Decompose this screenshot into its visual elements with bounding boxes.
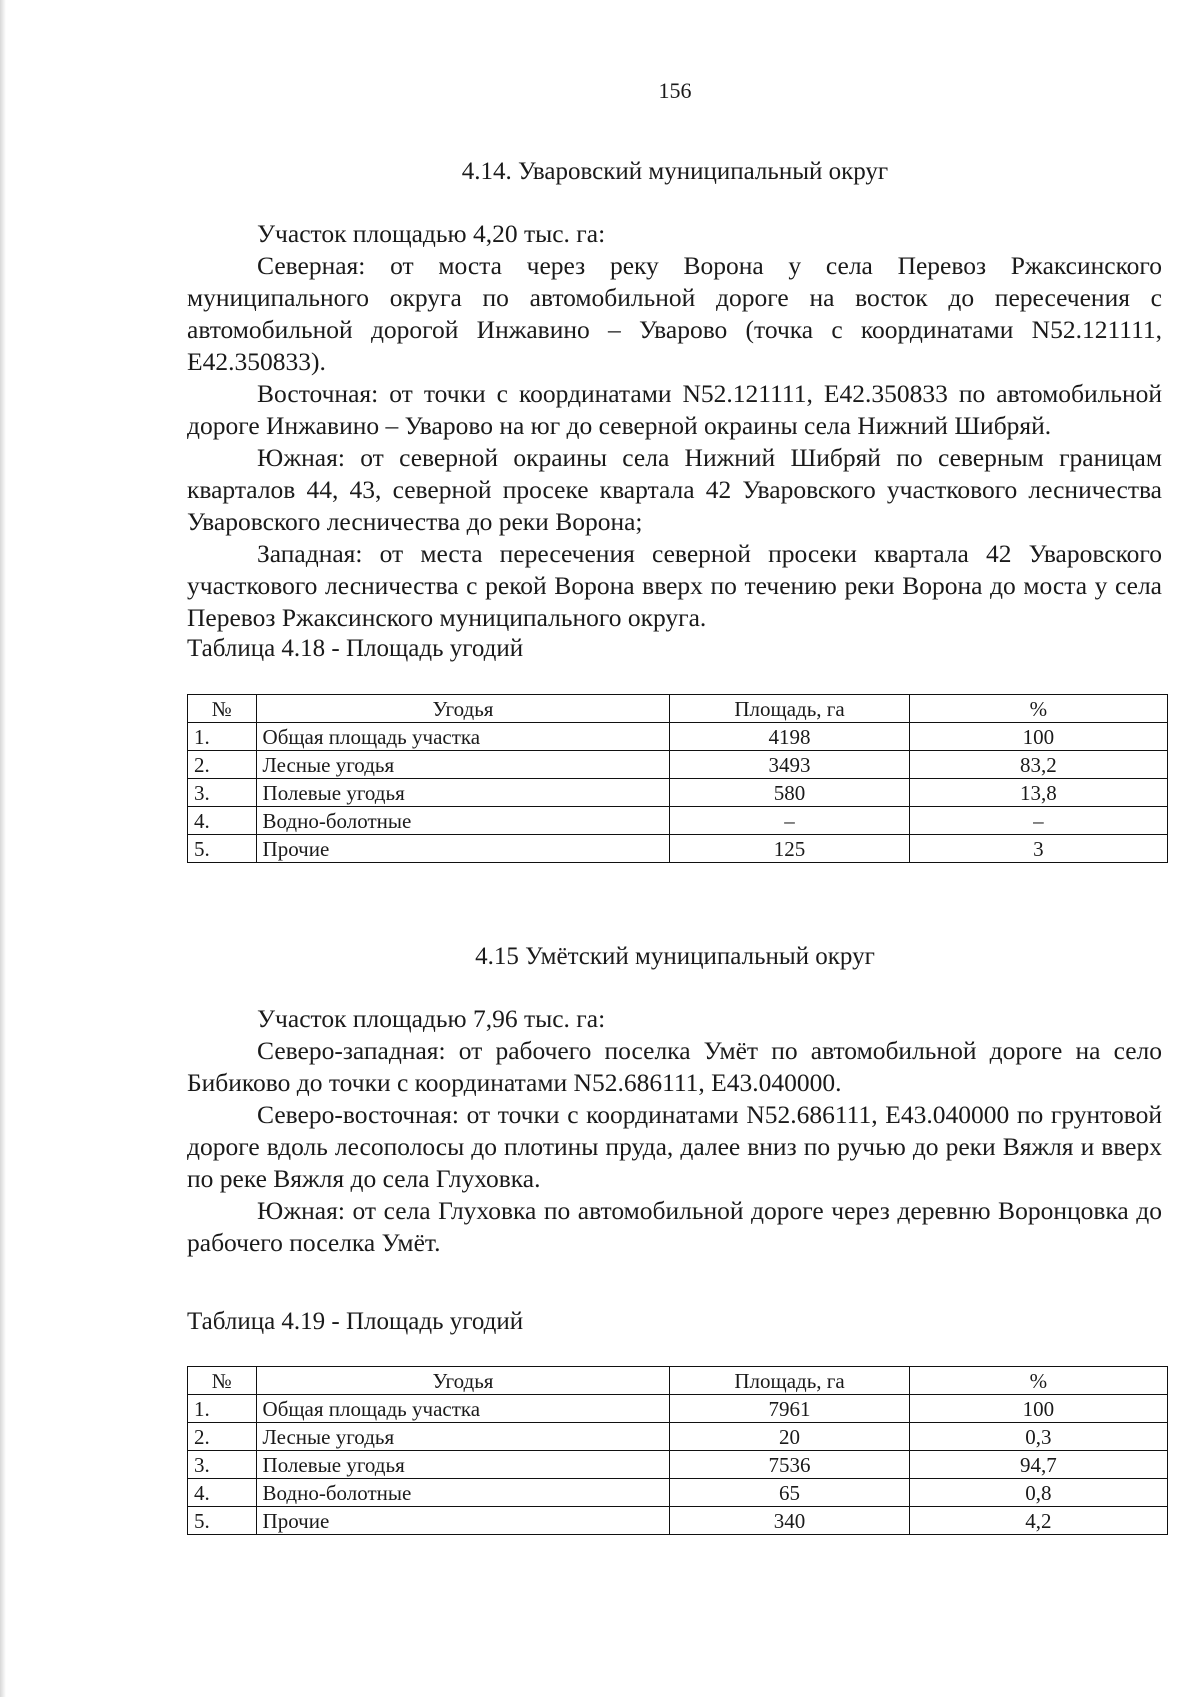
- section-4-15-body: [187, 1003, 1162, 1259]
- row-area: 7536: [670, 1451, 909, 1479]
- row-land-type: Водно-болотные: [256, 807, 670, 835]
- section-4-14-body: [187, 218, 1162, 634]
- south-boundary-text: Южная: от села Глуховка по автомобильной дороге через деревню Воронцовка до рабочего поселка Умёт.: [187, 1196, 1162, 1257]
- header-number: №: [188, 1367, 257, 1395]
- row-number: 4.: [188, 1479, 257, 1507]
- plot-area-text: Участок площадью 4,20 тыс. га:: [257, 219, 606, 248]
- table-row: [188, 807, 1168, 835]
- north-boundary-text: Северная: от моста через реку Ворона у села Перевоз Ржаксинского муниципального округа по автомобильной дороге на восток до пересечения с автомобильной дорогой Инжавино – Уварово (точка с координатами N52.121111, E42.350833).: [187, 251, 1162, 376]
- row-number: 1.: [188, 723, 257, 751]
- row-percent: 0,3: [909, 1423, 1167, 1451]
- row-area: 20: [670, 1423, 909, 1451]
- south-boundary-text: Южная: от северной окраины села Нижний Шибряй по северным границам кварталов 44, 43, северной просеке квартала 42 Уваровского участкового лесничества Уваровского лесничества до реки Ворона;: [187, 443, 1162, 536]
- row-number: 3.: [188, 1451, 257, 1479]
- table-header-row: [188, 1367, 1168, 1395]
- row-percent: 94,7: [909, 1451, 1167, 1479]
- row-percent: 100: [909, 1395, 1167, 1423]
- row-area: 4198: [670, 723, 909, 751]
- row-land-type: Общая площадь участка: [256, 723, 670, 751]
- table-header-row: [188, 695, 1168, 723]
- northeast-boundary-text: Северо-восточная: от точки с координатами N52.686111, E43.040000 по грунтовой дороге вдоль лесополосы до плотины пруда, далее вниз по ручью до реки Вяжля и вверх по реке Вяжля до села Глуховка.: [187, 1100, 1162, 1193]
- row-land-type: Полевые угодья: [256, 779, 670, 807]
- table-row: [188, 1423, 1168, 1451]
- row-percent: –: [909, 807, 1167, 835]
- row-area: 580: [670, 779, 909, 807]
- table-row: [188, 1395, 1168, 1423]
- row-area: 3493: [670, 751, 909, 779]
- table-caption-4-19: Таблица 4.19 - Площадь угодий: [187, 1308, 524, 1335]
- row-number: 5.: [188, 835, 257, 863]
- row-land-type: Лесные угодья: [256, 1423, 670, 1451]
- section-heading-4-14: 4.14. Уваровский муниципальный округ: [461, 158, 889, 185]
- table-row: [188, 835, 1168, 863]
- table-row: [188, 1451, 1168, 1479]
- row-land-type: Лесные угодья: [256, 751, 670, 779]
- header-land-type: Угодья: [256, 695, 670, 723]
- row-number: 2.: [188, 1423, 257, 1451]
- row-percent: 3: [909, 835, 1167, 863]
- row-land-type: Полевые угодья: [256, 1451, 670, 1479]
- east-boundary-text: Восточная: от точки с координатами N52.121111, E42.350833 по автомобильной дороге Инжавино – Уварово на юг до северной окраины села Нижний Шибряй.: [187, 379, 1162, 440]
- row-land-type: Прочие: [256, 835, 670, 863]
- table-row: [188, 1507, 1168, 1535]
- row-area: –: [670, 807, 909, 835]
- row-land-type: Водно-болотные: [256, 1479, 670, 1507]
- table-row: [188, 1479, 1168, 1507]
- table-row: [188, 751, 1168, 779]
- row-percent: 83,2: [909, 751, 1167, 779]
- section-heading-4-15: 4.15 Умётский муниципальный округ: [475, 943, 875, 970]
- row-percent: 4,2: [909, 1507, 1167, 1535]
- row-area: 65: [670, 1479, 909, 1507]
- west-boundary-text: Западная: от места пересечения северной просеки квартала 42 Уваровского участкового лесничества с рекой Ворона вверх по течению реки Ворона до моста у села Перевоз Ржаксинского муниципального округа.: [187, 539, 1162, 632]
- header-percent: %: [909, 1367, 1167, 1395]
- header-area: Площадь, га: [670, 695, 909, 723]
- table-row: [188, 723, 1168, 751]
- row-area: 340: [670, 1507, 909, 1535]
- header-percent: %: [909, 695, 1167, 723]
- header-area: Площадь, га: [670, 1367, 909, 1395]
- row-number: 2.: [188, 751, 257, 779]
- row-number: 3.: [188, 779, 257, 807]
- row-land-type: Общая площадь участка: [256, 1395, 670, 1423]
- row-percent: 0,8: [909, 1479, 1167, 1507]
- plot-area-text: Участок площадью 7,96 тыс. га:: [257, 1004, 606, 1033]
- land-table-4-19: [187, 1366, 1168, 1535]
- row-number: 5.: [188, 1507, 257, 1535]
- row-percent: 100: [909, 723, 1167, 751]
- row-number: 4.: [188, 807, 257, 835]
- row-land-type: Прочие: [256, 1507, 670, 1535]
- row-area: 7961: [670, 1395, 909, 1423]
- land-table-4-18: [187, 694, 1168, 863]
- row-area: 125: [670, 835, 909, 863]
- page-number: 156: [658, 78, 692, 103]
- table-row: [188, 779, 1168, 807]
- header-land-type: Угодья: [256, 1367, 670, 1395]
- northwest-boundary-text: Северо-западная: от рабочего поселка Умёт по автомобильной дороге на село Бибиково до точки с координатами N52.686111, E43.040000.: [187, 1036, 1162, 1097]
- row-percent: 13,8: [909, 779, 1167, 807]
- row-number: 1.: [188, 1395, 257, 1423]
- table-caption-4-18: Таблица 4.18 - Площадь угодий: [187, 635, 524, 662]
- header-number: №: [188, 695, 257, 723]
